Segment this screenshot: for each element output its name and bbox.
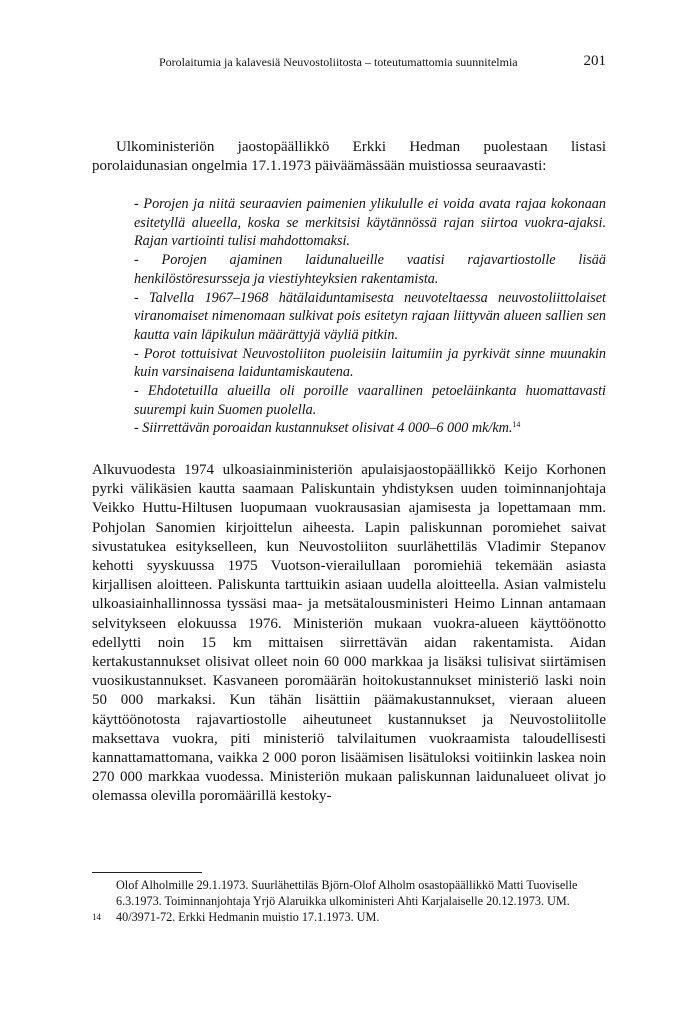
footnote-divider	[92, 872, 202, 873]
quote-item: - Porojen ajaminen laidunalueille vaatisi rajavartiostolle lisää henkilöstöresursseja ja viestiyhteyksien rakentamista.	[134, 252, 606, 287]
quote-item	[134, 419, 606, 438]
quote-item: - Ehdotetuilla alueilla oli poroille vaarallinen petoeläinkanta huomattavasti suurempi kuin Suomen puolella.	[134, 383, 606, 418]
quote-item: - Porot tottuisivat Neuvostoliiton puoleisiin laitumiin ja pyrkivät sinne muunakin kuin varsinaisena laiduntamiskautena.	[134, 345, 606, 381]
intro-paragraph: Ulkoministeriön jaostopäällikkö Erkki Hedman puolestaan listasi porolaidunasian ongelmia 17.1.1973 päiväämässään muistiossa seuraavasti:	[92, 139, 606, 175]
footnote	[92, 909, 606, 925]
footnote-text: 40/3971-72. Erkki Hedmanin muistio 17.1.1973. UM.	[116, 910, 380, 924]
quote-item: - Porojen ja niitä seuraavien paimenien ylikululle ei voida avata rajaa kokonaan esitetyllä alueella, koska se merkitsisi käytännössä rajan siirtoa vuokra-ajaksi. Rajan vartiointi tulisi mahdottomaksi.	[134, 196, 606, 250]
footnote-number: 14	[92, 912, 101, 922]
footnote-text: Olof Alholmille 29.1.1973. Suurlähettiläs Björn-Olof Alholm osastopäällikkö Matti Tuoviselle 6.3.1973. Toiminnanjohtaja Yrjö Alaruikka ulkoministeri Ahti Karjalaiselle 20.12.1973. UM.	[116, 878, 578, 908]
footnote	[92, 877, 606, 909]
footnote-reference[interactable]: 14	[512, 420, 521, 430]
page-number: 201	[583, 53, 606, 69]
running-title: Porolaitumia ja kalavesiä Neuvostoliitosta – toteutumattomia suunnitelmia	[159, 55, 518, 69]
quote-item: - Talvella 1967–1968 hätälaiduntamisesta neuvoteltaessa neuvostoliittolaiset viranomaiset nimenomaan sulkivat pois esitetyn rajaan liittyvän alueen sallien sen kautta vain läpikulun määrättyjä väyliä pitkin.	[134, 289, 606, 343]
block-quote	[134, 195, 606, 438]
quote-item-text: - Siirrettävän poroaidan kustannukset olisivat 4 000–6 000 mk/km.	[134, 420, 513, 437]
main-paragraph: Alkuvuodesta 1974 ulkoasiainministeriön apulaisjaostopäällikkö Keijo Korhonen pyrki välikäsien kautta saamaan Paliskuntain yhdistyksen uuden toiminnanjohtaja Veikko Huttu-Hiltusen luopumaan vuokrausasian ajamisesta ja lopettamaan mm. Pohjolan Sanomien kirjoittelun aiheesta. Lapin paliskunnan poromiehet saivat sivustatukea esitykselleen, kun Neuvostoliiton suurlähettiläs Vladimir Stepanov kehotti syyskuussa 1975 Vuotson-vierailullaan poromiehiä tekemään asiasta kirjallisen aloitteen. Paliskunta tarttuikin asiaan uudella aloitteella. Asian valmistelu ulkoasiainhallinnossa tyssäsi maa- ja metsätalousministeri Heimo Linnan antamaan selvitykseen elokuussa 1976. Ministeriön mukaan vuokra-alueen käyttöönotto edellytti noin 15 km mittaisen siirrettävän aidan rakentamista. Aidan kertakustannukset olisivat olleet noin 60 000 markkaa ja lisäksi tulisivat siirtämisen vuosikustannukset. Kasvaneen poromäärän hoitokustannukset ministeriö laski noin 50 000 markaksi. Kun tähän lisättiin päämakustannukset, vieraan alueen käyttöönotosta rajavartiostolle aiheutuneet kustannukset ja Neuvostoliitolle maksettava vuokra, piti ministeriö talvilaitumen vuokraamista taloudellisesti kannattamattomana, vaikka 2 000 poron lisäämisen lisätuloksi voitiinkin laskea noin 270 000 markkaa vuodessa. Ministeriön mukaan paliskunnan laidunalueet olivat jo olemassa olevilla poromäärillä kestoky-	[92, 462, 606, 805]
